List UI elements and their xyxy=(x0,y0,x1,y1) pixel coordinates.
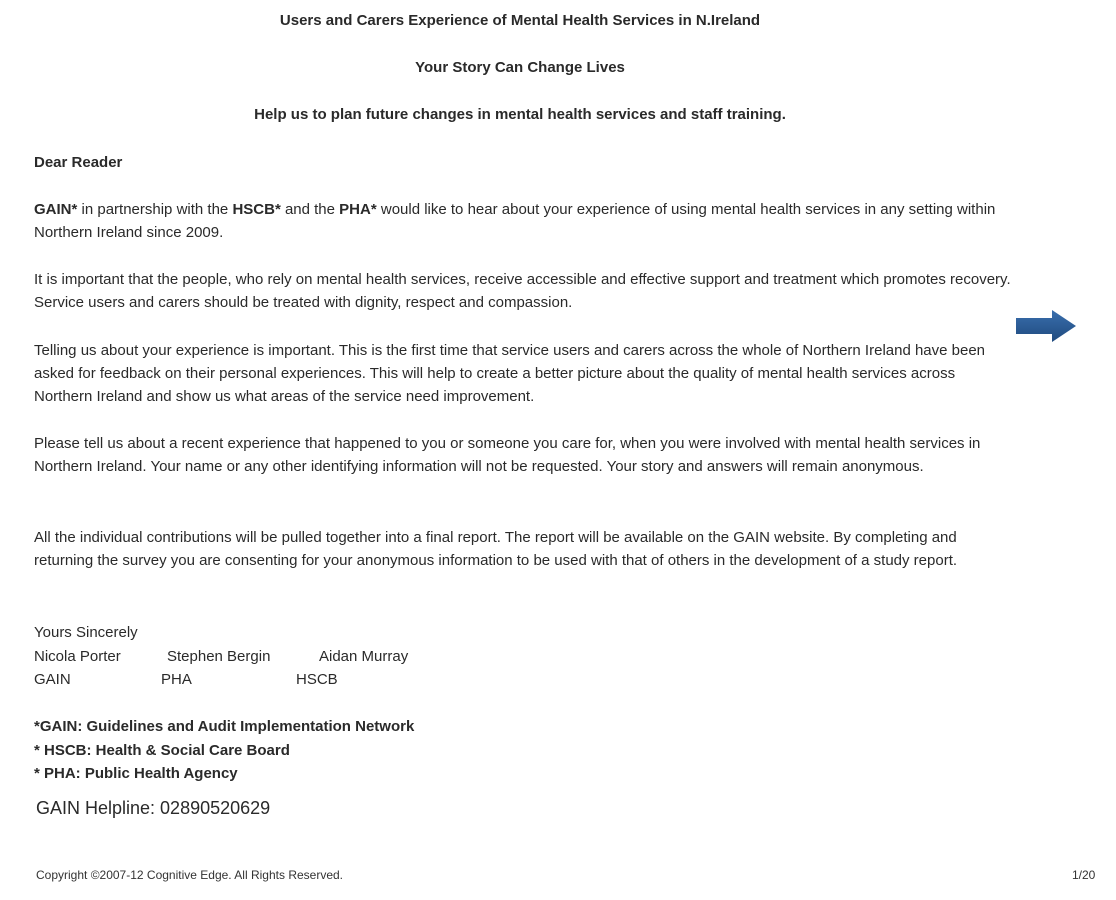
footnote-pha: * PHA: Public Health Agency xyxy=(34,765,238,782)
page-subtitle: Your Story Can Change Lives xyxy=(415,59,625,76)
p1-text-3: would like to hear about your experience of using mental health services in any setting within Northern Ireland since 2009. xyxy=(34,201,996,241)
paragraph-5: All the individual contributions will be pulled together into a final report. The report will be available on the GAIN website. By completing and returning the survey you are consenting for your anonymous information to be used with that of others in the development of a study report. xyxy=(34,529,958,569)
paragraph-4: Please tell us about a recent experience that happened to you or someone you care for, when you were involved with mental health services in Northern Ireland. Your name or any other identifying information will not be requested. Your story and answers will remain anonymous. xyxy=(34,435,981,475)
signatory-name: Aidan Murray xyxy=(319,648,409,665)
page-title: Users and Carers Experience of Mental Health Services in N.Ireland xyxy=(279,12,761,29)
next-page-button[interactable] xyxy=(1014,308,1078,344)
closing: Yours Sincerely xyxy=(34,624,138,641)
arrow-right-icon xyxy=(1014,308,1078,344)
paragraph-1 xyxy=(34,198,1014,244)
signatory-org: PHA xyxy=(161,671,192,688)
p1-text-1: in partnership with the xyxy=(77,201,233,218)
signatory-org: GAIN xyxy=(34,671,71,688)
pha-mention: PHA* xyxy=(339,201,377,218)
footnote-hscb: * HSCB: Health & Social Care Board xyxy=(34,742,290,759)
hscb-mention: HSCB* xyxy=(232,201,281,218)
signatory-org: HSCB xyxy=(296,671,338,688)
copyright: Copyright ©2007-12 Cognitive Edge. All Rights Reserved. xyxy=(36,868,344,882)
signatory-name: Nicola Porter xyxy=(34,648,121,665)
page-tagline: Help us to plan future changes in mental health services and staff training. xyxy=(254,106,786,123)
salutation: Dear Reader xyxy=(34,154,123,171)
page-number: 1/20 xyxy=(1072,868,1096,882)
signatory-name: Stephen Bergin xyxy=(167,648,271,665)
footnote-gain: *GAIN: Guidelines and Audit Implementation Network xyxy=(34,718,415,735)
paragraph-3: Telling us about your experience is important. This is the first time that service users and carers across the whole of Northern Ireland have been asked for feedback on their personal experiences. This will help to create a better picture about the quality of mental health services across Northern Ireland and show us what areas of the service need improvement. xyxy=(34,342,986,405)
gain-mention: GAIN* xyxy=(34,201,78,218)
p1-text-2: and the xyxy=(280,201,340,218)
paragraph-2: It is important that the people, who rely on mental health services, receive accessible and effective support and treatment which promotes recovery. Service users and carers should be treated with dignity, respect and compassion. xyxy=(34,271,1011,311)
helpline: GAIN Helpline: 02890520629 xyxy=(36,798,271,818)
